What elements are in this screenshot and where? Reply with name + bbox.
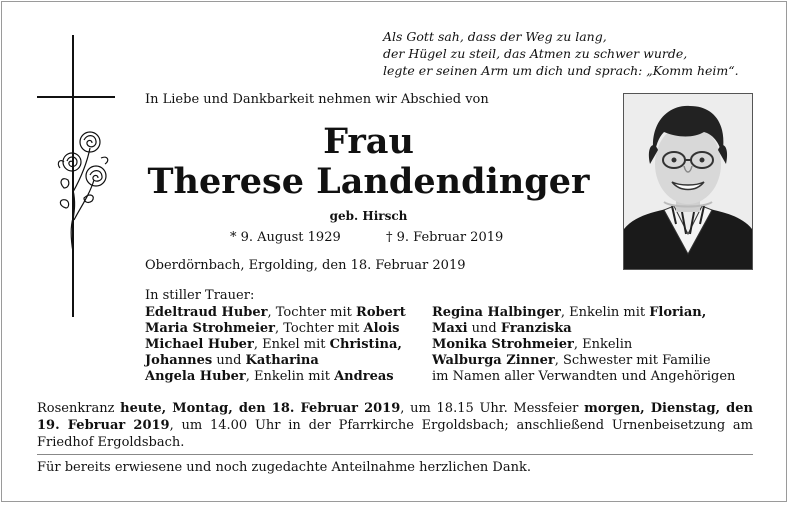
birth-date: * 9. August 1929	[230, 230, 341, 245]
mourners-left-column	[145, 305, 406, 385]
mourner-name: Alois	[363, 321, 400, 336]
cross-bar	[37, 96, 115, 98]
mourner-name: Monika Strohmeier	[432, 337, 574, 352]
poem-line: der Hügel zu steil, das Atmen zu schwer wurde,	[383, 46, 688, 61]
mourner-line	[145, 369, 406, 385]
mourner-name: Franziska	[500, 321, 572, 336]
service-text: Rosenkranz	[37, 401, 121, 416]
mourner-relation: , Schwester mit Familie	[554, 353, 711, 368]
mourner-name: Johannes	[145, 353, 213, 368]
service-details	[37, 400, 753, 451]
mourner-name: Maxi	[432, 321, 468, 336]
portrait-image	[624, 94, 752, 269]
maiden-name: geb. Hirsch	[329, 209, 408, 223]
service-date-rosary: heute, Montag, den 18. Februar 2019	[120, 401, 401, 416]
service-date-mass: morgen, Dienstag, den 19. Februar 2019	[37, 401, 753, 433]
mourner-name: Robert	[356, 305, 406, 320]
deceased-name: Therese Landendinger	[147, 161, 590, 202]
salutation: Frau	[323, 121, 414, 162]
mourner-name: Andreas	[334, 369, 394, 384]
intro-text: In Liebe und Dankbarkeit nehmen wir Abschied von	[145, 92, 489, 107]
poem	[383, 28, 739, 79]
mourner-line	[432, 321, 735, 337]
mourners-heading: In stiller Trauer:	[145, 288, 255, 303]
mourner-relation: , Enkelin	[573, 337, 633, 352]
mourner-line	[145, 337, 406, 353]
mourner-name: Christina,	[329, 337, 402, 352]
mourner-name: Edeltraud Huber	[145, 305, 268, 320]
mourner-name: Regina Halbinger	[432, 305, 561, 320]
service-text: , um 14.00 Uhr in der Pfarrkirche Ergoldsbach; anschließend Urnenbeisetzung am Friedhof Ergoldsbach.	[37, 418, 753, 450]
mourner-line	[432, 369, 735, 385]
mourner-relation: und	[467, 321, 501, 336]
mourners-right-column	[432, 305, 735, 385]
thanks-text: Für bereits erwiesene und noch zugedachte Anteilnahme herzlichen Dank.	[37, 460, 531, 475]
mourner-relation: im Namen aller Verwandten und Angehörigen	[432, 369, 736, 384]
portrait-photo	[623, 93, 753, 270]
mourner-line	[145, 321, 406, 337]
death-date: † 9. Februar 2019	[386, 230, 504, 245]
mourner-name: Maria Strohmeier	[145, 321, 275, 336]
mourner-relation: , Tochter mit	[275, 321, 364, 336]
poem-line: legte er seinen Arm um dich und sprach: „Komm heim“.	[383, 63, 739, 78]
mourner-line	[145, 353, 406, 369]
mourner-relation: und	[212, 353, 246, 368]
divider	[37, 454, 753, 455]
mourner-relation: , Enkel mit	[253, 337, 330, 352]
place-date: Oberdörnbach, Ergolding, den 18. Februar 2019	[145, 258, 466, 273]
mourner-name: Katharina	[245, 353, 319, 368]
mourner-line	[432, 337, 735, 353]
mourner-line	[432, 305, 735, 321]
mourner-relation: , Enkelin mit	[245, 369, 335, 384]
mourner-name: Walburga Zinner	[432, 353, 555, 368]
rose-icon	[56, 128, 112, 253]
mourner-relation: , Tochter mit	[267, 305, 357, 320]
mourner-name: Angela Huber	[145, 369, 246, 384]
mourner-name: Michael Huber	[145, 337, 254, 352]
mourner-name: Florian,	[649, 305, 707, 320]
poem-line: Als Gott sah, dass der Weg zu lang,	[383, 29, 607, 44]
mourner-line	[145, 305, 406, 321]
mourner-line	[432, 353, 735, 369]
mourner-relation: , Enkelin mit	[560, 305, 650, 320]
service-text: , um 18.15 Uhr. Messfeier	[400, 401, 585, 416]
